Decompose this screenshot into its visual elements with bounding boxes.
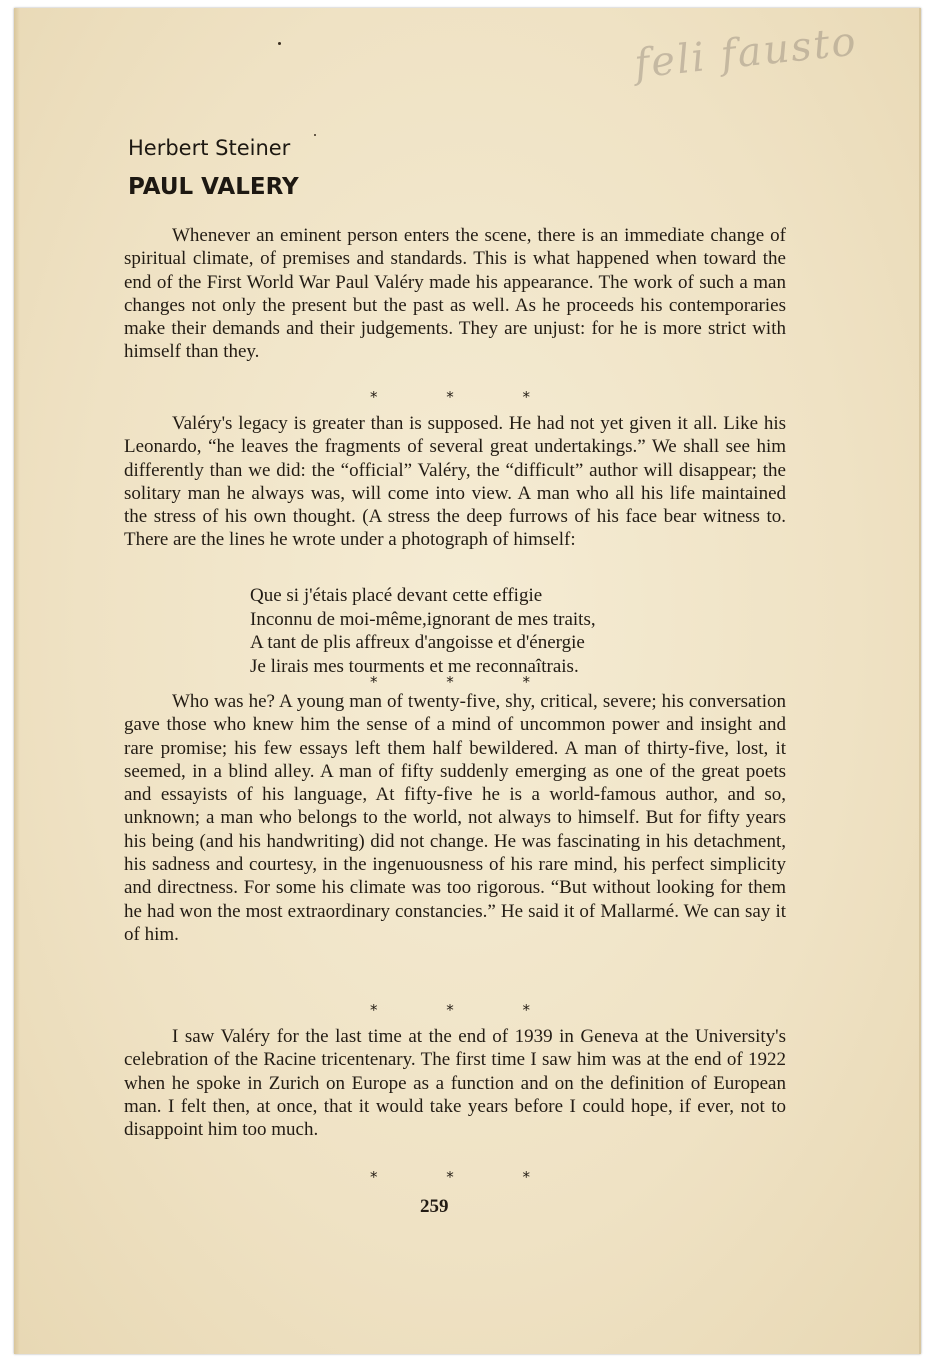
separator-star: * [446, 673, 454, 691]
separator-star: * [370, 388, 378, 406]
separator-star: * [522, 1001, 530, 1019]
section-separator [370, 388, 530, 406]
poem-line: Que si j'étais placé devant cette effigie [250, 585, 543, 606]
separator-star: * [370, 673, 378, 691]
ink-speck [314, 134, 316, 136]
poem-line: Inconnu de moi-même,ignorant de mes traits, [250, 608, 596, 630]
section-separator [370, 673, 530, 691]
article-title: PAUL VALERY [128, 174, 299, 200]
author-name: Herbert Steiner [128, 136, 291, 160]
separator-star: * [370, 1168, 378, 1186]
separator-star: * [446, 388, 454, 406]
poem-line: A tant de plis affreux d'angoisse et d'énergie [250, 632, 585, 653]
separator-star: * [522, 1168, 530, 1186]
page-number: 259 [420, 1196, 449, 1217]
separator-star: * [522, 388, 530, 406]
section-separator [370, 1168, 530, 1186]
page-edge-shading [14, 8, 20, 1354]
poem-quote [250, 584, 596, 678]
paragraph-1: Whenever an eminent person enters the scene, there is an immediate change of spiritual climate, of premises and standards. This is what happened when toward the end of the First World War Paul Valéry made his appearance. The work of such a man changes not only the present but the past as well. As he proceeds his contemporaries make their demands and their judgements. They are unjust: for he is more strict with himself than they. [124, 225, 786, 363]
separator-star: * [446, 1168, 454, 1186]
paragraph-2: Valéry's legacy is greater than is supposed. He had not yet given it all. Like his Leonardo, “he leaves the fragments of several great undertakings.” We shall see him differently than we did: the “official” Valéry, the “difficult” author will disappear; the solitary man he always was, will come into view. A man who all his life maintained the stress of his own thought. (A stress the deep furrows of his face bear witness to. There are the lines he wrote under a photograph of himself: [124, 413, 786, 551]
separator-star: * [522, 673, 530, 691]
separator-star: * [370, 1001, 378, 1019]
paragraph-3: Who was he? A young man of twenty-five, shy, critical, severe; his conversation gave those who knew him the sense of a mind of uncommon power and insight and rare promise; his few essays left them half bewildered. A man of thirty-five, lost, it seemed, in a blind alley. A man of fifty suddenly emerging as one of the great poets and essayists of his language, At fifty-five he is a world-famous author, and so, unknown; a man who belongs to the world, not always to himself. But for fifty years his being (and his handwriting) did not change. He was fascinating in his detachment, his sadness and courtesy, in the ingenuousness of his rare mind, his perfect simplicity and directness. For some his climate was too rigorous. “But without looking for them he had won the most extraordinary constancies.” He said it of Mallarmé. We can say it of him. [124, 691, 786, 945]
document-page [14, 8, 921, 1354]
poem-line: Je lirais mes tourments et me reconnaîtrais. [250, 655, 579, 677]
ink-speck [278, 42, 281, 45]
handwritten-note: feli fausto [632, 18, 860, 88]
paragraph-4: I saw Valéry for the last time at the end of 1939 in Geneva at the University's celebration of the Racine tricentenary. The first time I saw him was at the end of 1922 when he spoke in Zurich on Europe as a function and on the definition of European man. I felt then, at once, that it would take years before I could hope, if ever, not to disappoint him too much. [124, 1026, 786, 1141]
separator-star: * [446, 1001, 454, 1019]
section-separator [370, 1001, 530, 1019]
